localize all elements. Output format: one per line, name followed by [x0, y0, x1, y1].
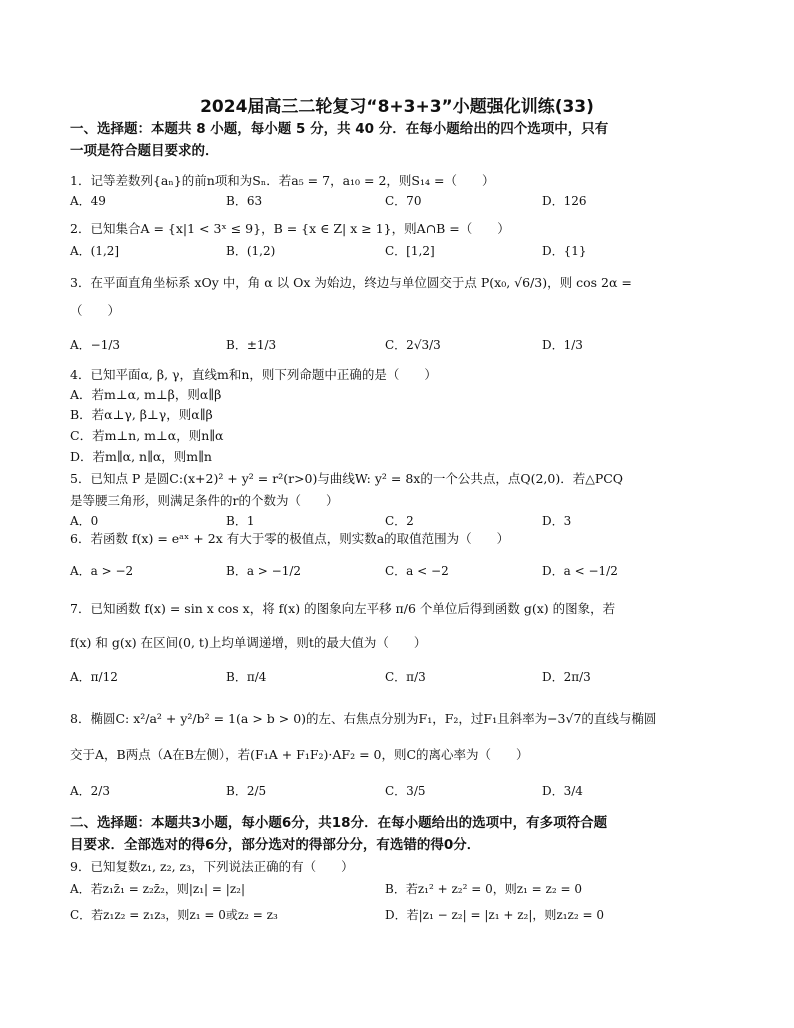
q8-options: [70, 782, 730, 804]
q7-option-b: B．π/4: [226, 670, 267, 684]
q6-option-d: D．a < −1/2: [542, 564, 618, 578]
q8-option-b: B．2/5: [226, 784, 267, 798]
q6-stem: 6．若函数 f(x) = eᵃˣ + 2x 有大于零的极值点，则实数a的取值范围为（ ）: [70, 531, 510, 546]
q4-option-c: C．若m⊥n, m⊥α，则n∥α: [70, 428, 224, 443]
q7-option-a: A．π/12: [70, 670, 118, 684]
q6-option-c: C．a < −2: [385, 564, 449, 578]
q9-option-d: D．若|z₁ − z₂| = |z₁ + z₂|，则z₁z₂ = 0: [385, 908, 604, 922]
q2-option-a: A．(1,2]: [70, 244, 120, 258]
q8-option-a: A．2/3: [70, 784, 110, 798]
q3-option-b: B．±1/3: [226, 338, 277, 352]
q9-option-b: B．若z₁² + z₂² = 0，则z₁ = z₂ = 0: [385, 882, 582, 896]
section2-heading-line1: 二、选择题：本题共3小题，每小题6分，共18分．在每小题给出的选项中，有多项符合题: [70, 815, 608, 831]
q8-option-d: D．3/4: [542, 784, 583, 798]
q1-options: [70, 192, 730, 214]
section2-heading-line2: 目要求．全部选对的得6分，部分选对的得部分分，有选错的得0分．: [70, 837, 481, 853]
q2-options: [70, 242, 730, 264]
q9-option-a: A．若z₁z̄₁ = z₂z̄₂，则|z₁| = |z₂|: [70, 882, 246, 896]
section1-heading-line1: 一、选择题：本题共 8 小题，每小题 5 分，共 40 分．在每小题给出的四个选项中，只有: [70, 121, 609, 137]
q4-option-b: B．若α⊥γ, β⊥γ，则α∥β: [70, 407, 213, 422]
q5-stem-line2: 是等腰三角形，则满足条件的r的个数为（ ）: [70, 493, 339, 508]
q6-option-b: B．a > −1/2: [226, 564, 302, 578]
q5-stem-line1: 5．已知点 P 是圆C:(x+2)² + y² = r²(r>0)与曲线W: y² = 8x的一个公共点，点Q(2,0)．若△PCQ: [70, 471, 624, 486]
q4-option-d: D．若m∥α, n∥α，则m∥n: [70, 449, 212, 464]
section1-heading-line2: 一项是符合题目要求的．: [70, 143, 219, 159]
page-title: 2024届高三二轮复习“8+3+3”小题强化训练(33): [200, 97, 594, 117]
q7-options: [70, 668, 730, 690]
q7-stem-line1: 7．已知函数 f(x) = sin x cos x，将 f(x) 的图象向左平移 π/6 个单位后得到函数 g(x) 的图象，若: [70, 601, 616, 616]
q6-option-a: A．a > −2: [70, 564, 134, 578]
q5-option-b: B．1: [226, 514, 255, 528]
q3-option-d: D．1/3: [542, 338, 583, 352]
q9-options-row1: [70, 880, 730, 900]
q7-option-c: C．π/3: [385, 670, 426, 684]
q2-option-d: D．{1}: [542, 244, 587, 258]
q1-option-b: B．63: [226, 194, 263, 208]
q3-option-a: A．−1/3: [70, 338, 121, 352]
q9-option-c: C．若z₁z₂ = z₁z₃，则z₁ = 0或z₂ = z₃: [70, 908, 278, 922]
q5-option-a: A．0: [70, 514, 99, 528]
q5-option-c: C．2: [385, 514, 414, 528]
q9-stem: 9．已知复数z₁, z₂, z₃，下列说法正确的有（ ）: [70, 859, 354, 874]
q7-stem-line2: f(x) 和 g(x) 在区间(0, t)上均单调递增，则t的最大值为（ ）: [70, 635, 427, 650]
q3-option-c: C．2√3/3: [385, 338, 441, 352]
q5-option-d: D．3: [542, 514, 572, 528]
q3-stem-line1: 3．在平面直角坐标系 xOy 中，角 α 以 Ox 为始边，终边与单位圆交于点 P(x₀, √6/3)，则 cos 2α =: [70, 275, 632, 290]
q2-stem: 2．已知集合A = {x|1 < 3ˣ ≤ 9}，B = {x ∈ Z| x ≥ 1}，则A∩B =（ ）: [70, 221, 510, 236]
q3-stem-line2: （ ）: [70, 303, 121, 318]
q8-stem-line2: 交于A，B两点（A在B左侧），若(F₁A + F₁F₂)·AF₂ = 0，则C的离心率为（ ）: [70, 747, 529, 762]
q1-stem: 1．记等差数列{aₙ}的前n项和为Sₙ．若a₅ = 7，a₁₀ = 2，则S₁₄ =（ ）: [70, 173, 495, 188]
q4-option-a: A．若m⊥α, m⊥β，则α∥β: [70, 387, 222, 402]
q7-option-d: D．2π/3: [542, 670, 591, 684]
q8-stem-line1: 8．椭圆C: x²/a² + y²/b² = 1(a > b > 0)的左、右焦点分别为F₁，F₂，过F₁且斜率为−3√7的直线与椭圆: [70, 711, 657, 726]
q1-option-c: C．70: [385, 194, 422, 208]
q9-options-row2: [70, 906, 730, 926]
q1-option-a: A．49: [70, 194, 106, 208]
q1-option-d: D．126: [542, 194, 587, 208]
q6-options: [70, 562, 730, 584]
q3-options: [70, 336, 730, 358]
q8-option-c: C．3/5: [385, 784, 426, 798]
q2-option-c: C．[1,2]: [385, 244, 435, 258]
q4-stem: 4．已知平面α, β, γ，直线m和n，则下列命题中正确的是（ ）: [70, 367, 437, 382]
q2-option-b: B．(1,2): [226, 244, 276, 258]
